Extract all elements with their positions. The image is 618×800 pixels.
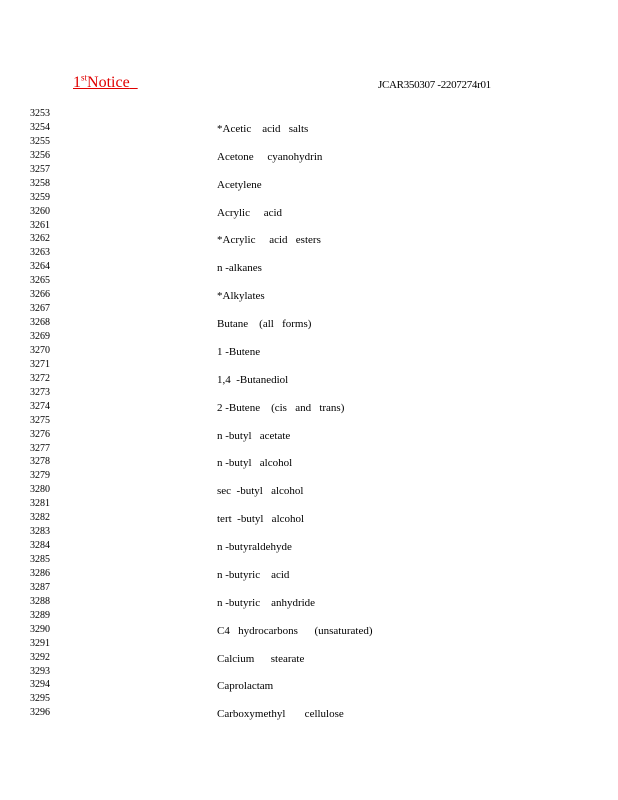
notice-heading (73, 74, 138, 92)
line-number: 3296 (30, 707, 50, 719)
line-number: 3256 (30, 149, 50, 161)
line-number: 3288 (30, 595, 50, 607)
substance-entry: Calcium stearate (217, 652, 305, 665)
line-number: 3287 (30, 581, 50, 593)
line-number: 3289 (30, 609, 50, 621)
line-number: 3280 (30, 484, 50, 496)
substance-entry: Acetone cyanohydrin (217, 150, 323, 163)
line-number: 3263 (30, 247, 50, 259)
line-number: 3293 (30, 665, 50, 677)
line-number: 3286 (30, 567, 50, 579)
line-number: 3260 (30, 205, 50, 217)
line-number: 3265 (30, 275, 50, 287)
line-number: 3282 (30, 512, 50, 524)
line-number: 3275 (30, 414, 50, 426)
substance-entry: n -butyl alcohol (217, 457, 293, 470)
line-number: 3290 (30, 623, 50, 635)
substance-entry: *Alkylates (217, 290, 265, 303)
line-number: 3258 (30, 177, 50, 189)
line-number: 3278 (30, 456, 50, 468)
line-number: 3267 (30, 303, 50, 315)
substance-entry: *Acrylic acid esters (217, 234, 321, 247)
notice-ordinal-suffix: st (81, 72, 88, 83)
line-number: 3257 (30, 163, 50, 175)
notice-word: Notice (87, 74, 130, 91)
line-number: 3270 (30, 344, 50, 356)
line-number: 3255 (30, 135, 50, 147)
line-number: 3294 (30, 679, 50, 691)
line-number: 3269 (30, 331, 50, 342)
line-number: 3284 (30, 540, 50, 552)
line-number: 3271 (30, 358, 50, 370)
line-number: 3283 (30, 526, 50, 538)
line-number: 3266 (30, 289, 50, 301)
line-number: 3281 (30, 498, 50, 510)
substance-entry: C4 hydrocarbons (unsaturated) (217, 624, 373, 637)
line-number: 3264 (30, 261, 50, 273)
substance-entry: Acetylene (217, 178, 262, 191)
substance-entry: n -butyl acetate (217, 429, 291, 442)
line-number: 3276 (30, 428, 50, 440)
substance-entry: n -butyric anhydride (217, 596, 316, 609)
substance-entry: Butane (all forms) (217, 318, 312, 331)
substance-entry: Acrylic acid (217, 206, 283, 219)
substance-entry: n -alkanes (217, 262, 262, 275)
line-number: 3295 (30, 693, 50, 705)
substance-entry: 2 -Butene (cis and trans) (217, 401, 345, 414)
line-number: 3272 (30, 372, 50, 384)
line-number: 3285 (30, 554, 50, 565)
substance-entry: n -butyraldehyde (217, 541, 292, 554)
substance-entry: *Acetic acid salts (217, 122, 309, 135)
substance-entry: Caprolactam (217, 680, 274, 693)
substance-entry: sec -butyl alcohol (217, 485, 304, 498)
line-number: 3274 (30, 400, 50, 412)
document-id: JCAR350307 -2207274r01 (378, 79, 491, 91)
substance-entry: tert -butyl alcohol (217, 513, 305, 526)
line-number: 3254 (30, 121, 50, 133)
substance-entry: 1 -Butene (217, 345, 261, 358)
line-number: 3277 (30, 442, 50, 454)
substance-entry: 1,4 -Butanediol (217, 373, 289, 386)
line-number: 3262 (30, 233, 50, 245)
line-number: 3268 (30, 317, 50, 329)
notice-number: 1 (73, 74, 81, 91)
line-number: 3253 (30, 108, 50, 119)
line-number: 3273 (30, 386, 50, 398)
line-number: 3259 (30, 191, 50, 203)
substance-entry: Carboxymethyl cellulose (217, 708, 344, 721)
line-number: 3291 (30, 637, 50, 649)
line-number: 3279 (30, 470, 50, 482)
substance-entry: n -butyric acid (217, 568, 290, 581)
line-number: 3292 (30, 651, 50, 663)
line-number: 3261 (30, 219, 50, 231)
